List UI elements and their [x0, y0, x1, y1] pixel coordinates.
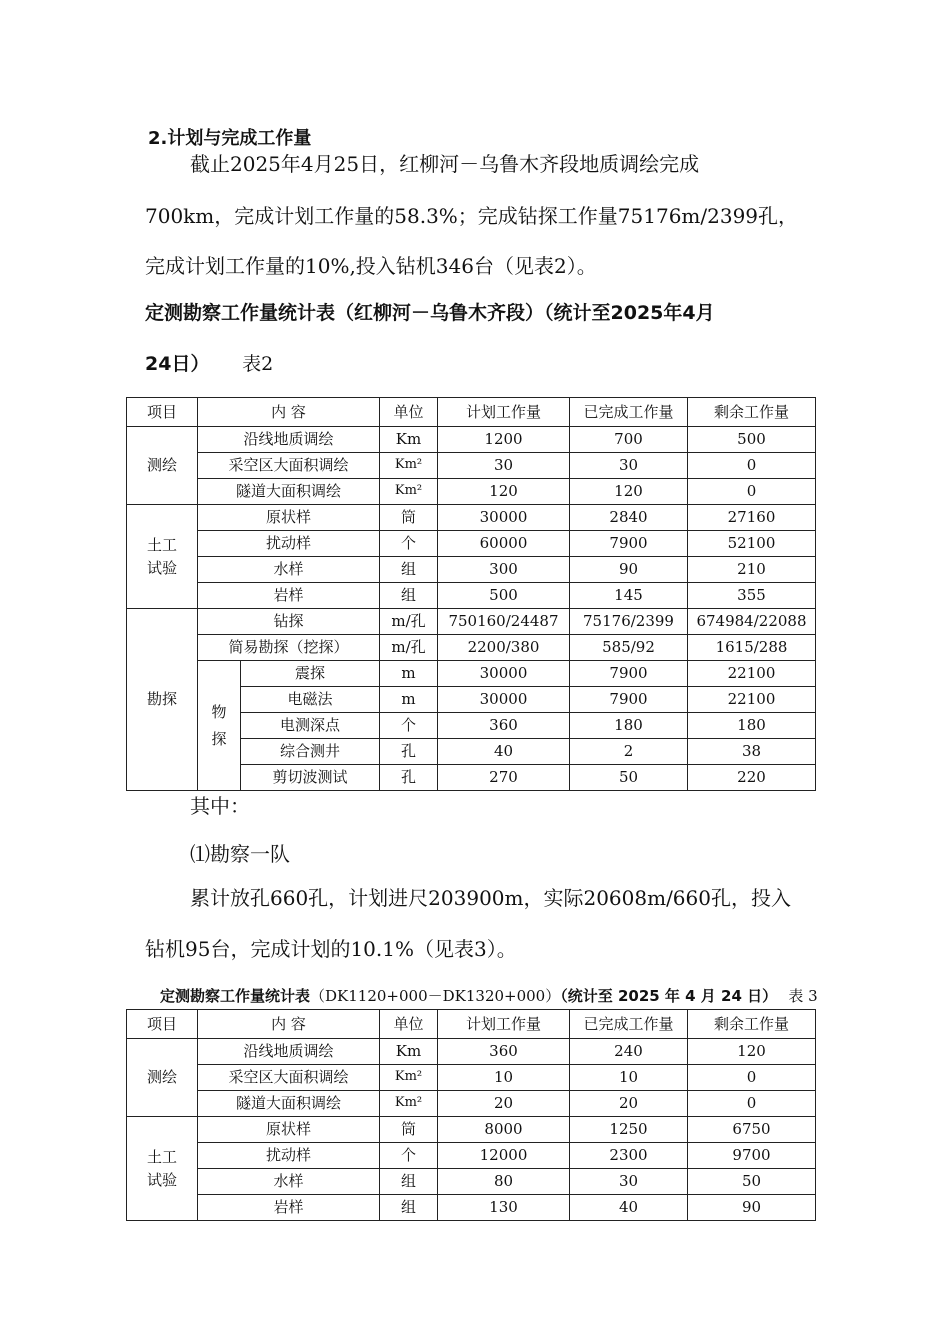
- table-cell: 8000: [438, 1117, 570, 1143]
- team-label: ⑴勘察一队: [190, 842, 290, 866]
- table-cell: 水样: [198, 1169, 380, 1195]
- table-cell: m/孔: [380, 609, 438, 635]
- table-cell: 岩样: [198, 583, 380, 609]
- table-cell: m: [380, 687, 438, 713]
- table-cell: 2200/380: [438, 635, 570, 661]
- table-cell: 震探: [241, 661, 380, 687]
- table-cell: 简易勘探（挖探）: [198, 635, 380, 661]
- header-cell: 项目: [127, 398, 198, 427]
- table-cell: 50: [688, 1169, 816, 1195]
- group-label-line: 物: [211, 703, 227, 721]
- table-cell: 120: [570, 479, 688, 505]
- table-cell: 7900: [570, 687, 688, 713]
- table-cell: 组: [380, 583, 438, 609]
- table-cell: 剪切波测试: [241, 765, 380, 791]
- table-cell: 钻探: [198, 609, 380, 635]
- table-cell: 500: [688, 427, 816, 453]
- table-cell: 80: [438, 1169, 570, 1195]
- paragraph-1-line-3: 完成计划工作量的10%,投入钻机346台（见表2）。: [145, 254, 597, 278]
- table-cell: 沿线地质调绘: [198, 427, 380, 453]
- table-cell: 筒: [380, 505, 438, 531]
- table2-caption-date: 24日）: [145, 353, 210, 375]
- group-cell-soil-test: [127, 1117, 198, 1221]
- table-header-row: [127, 398, 816, 427]
- table-cell: 原状样: [198, 505, 380, 531]
- table-cell: 22100: [688, 687, 816, 713]
- table-row: [127, 479, 816, 505]
- table-cell: 20: [438, 1091, 570, 1117]
- table-cell: 750160/24487: [438, 609, 570, 635]
- table-header-row: [127, 1010, 816, 1039]
- table-cell: 电测深点: [241, 713, 380, 739]
- table-row: [127, 531, 816, 557]
- table-row: [127, 453, 816, 479]
- table-cell: 扰动样: [198, 531, 380, 557]
- table-row: [127, 1065, 816, 1091]
- table-cell: Km²: [380, 1091, 438, 1117]
- header-cell: 已完成工作量: [570, 398, 688, 427]
- table-cell: 0: [688, 1065, 816, 1091]
- table-cell: 1250: [570, 1117, 688, 1143]
- table-cell: 60000: [438, 531, 570, 557]
- table-cell: 7900: [570, 661, 688, 687]
- table-cell: 个: [380, 531, 438, 557]
- table-cell: 个: [380, 713, 438, 739]
- table-cell: 30000: [438, 687, 570, 713]
- table-cell: 1200: [438, 427, 570, 453]
- table-cell: 沿线地质调绘: [198, 1039, 380, 1065]
- group-label-line: 探: [211, 729, 227, 748]
- table-row: [127, 557, 816, 583]
- table-cell: 22100: [688, 661, 816, 687]
- table-cell: 120: [438, 479, 570, 505]
- table-row: [127, 1169, 816, 1195]
- table-cell: 180: [688, 713, 816, 739]
- table-cell: 2: [570, 739, 688, 765]
- group-label-line: 土工: [146, 536, 177, 554]
- header-cell: 单位: [380, 1010, 438, 1039]
- table-cell: 90: [688, 1195, 816, 1221]
- table-cell: 585/92: [570, 635, 688, 661]
- table3-caption: [160, 985, 818, 1006]
- table-cell: 扰动样: [198, 1143, 380, 1169]
- table-row: [127, 505, 816, 531]
- table-cell: 30: [438, 453, 570, 479]
- table3-caption-label: 表 3: [788, 987, 818, 1005]
- table-cell: 30: [570, 453, 688, 479]
- table-cell: 10: [570, 1065, 688, 1091]
- paragraph-1-line-1: 截止2025年4月25日，红柳河－乌鲁木齐段地质调绘完成: [190, 152, 700, 176]
- header-cell: 内 容: [198, 1010, 380, 1039]
- table-cell: Km²: [380, 1065, 438, 1091]
- table-cell: 20: [570, 1091, 688, 1117]
- table-cell: 隧道大面积调绘: [198, 1091, 380, 1117]
- header-cell: 内 容: [198, 398, 380, 427]
- table2-caption-line-2: [145, 349, 273, 376]
- paragraph-2-line-2: 钻机95台，完成计划的10.1%（见表3）。: [145, 937, 517, 961]
- section-heading: 2.计划与完成工作量: [148, 128, 312, 149]
- table-cell: 10: [438, 1065, 570, 1091]
- table-cell: 145: [570, 583, 688, 609]
- table-cell: 500: [438, 583, 570, 609]
- table-row: [127, 635, 816, 661]
- paragraph-1-line-2: 700km，完成计划工作量的58.3%；完成钻探工作量75176m/2399孔，: [145, 204, 799, 228]
- table-row: [127, 583, 816, 609]
- table-row: [127, 661, 816, 687]
- table-cell: Km: [380, 1039, 438, 1065]
- table-cell: Km²: [380, 479, 438, 505]
- table-cell: 0: [688, 1091, 816, 1117]
- table-cell: 27160: [688, 505, 816, 531]
- table-cell: 组: [380, 557, 438, 583]
- group-label-line: 试验: [146, 1170, 177, 1189]
- table-row: [127, 1143, 816, 1169]
- table-cell: 综合测井: [241, 739, 380, 765]
- table2-caption-label: 表2: [242, 353, 274, 375]
- table-cell: 120: [688, 1039, 816, 1065]
- group-cell-survey: 测绘: [127, 1039, 198, 1117]
- table-cell: 2840: [570, 505, 688, 531]
- table-cell: 岩样: [198, 1195, 380, 1221]
- table-cell: 90: [570, 557, 688, 583]
- table-row: [127, 427, 816, 453]
- table-cell: 75176/2399: [570, 609, 688, 635]
- table-cell: 水样: [198, 557, 380, 583]
- table-row: [127, 1091, 816, 1117]
- table-cell: 360: [438, 1039, 570, 1065]
- table-cell: 0: [688, 453, 816, 479]
- table-cell: 30000: [438, 505, 570, 531]
- header-cell: 计划工作量: [438, 1010, 570, 1039]
- group-cell-exploration: 勘探: [127, 609, 198, 791]
- table-cell: 30: [570, 1169, 688, 1195]
- table-cell: 隧道大面积调绘: [198, 479, 380, 505]
- table-cell: 50: [570, 765, 688, 791]
- table-3: [126, 1009, 816, 1221]
- table-cell: 组: [380, 1195, 438, 1221]
- table-cell: Km²: [380, 453, 438, 479]
- table-cell: 个: [380, 1143, 438, 1169]
- group-cell-survey: 测绘: [127, 427, 198, 505]
- table-cell: m: [380, 661, 438, 687]
- table-cell: 40: [570, 1195, 688, 1221]
- table-cell: 30000: [438, 661, 570, 687]
- table-cell: 180: [570, 713, 688, 739]
- table-cell: 130: [438, 1195, 570, 1221]
- table-cell: 孔: [380, 765, 438, 791]
- table-cell: 1615/288: [688, 635, 816, 661]
- table-cell: 674984/22088: [688, 609, 816, 635]
- header-cell: 计划工作量: [438, 398, 570, 427]
- among-label: 其中：: [190, 794, 250, 818]
- table-cell: 38: [688, 739, 816, 765]
- table-cell: 220: [688, 765, 816, 791]
- table-cell: 筒: [380, 1117, 438, 1143]
- table3-caption-range: （DK1120+000－DK1320+000）: [310, 987, 561, 1005]
- table-cell: 采空区大面积调绘: [198, 453, 380, 479]
- table-cell: 6750: [688, 1117, 816, 1143]
- header-cell: 已完成工作量: [570, 1010, 688, 1039]
- table-cell: 355: [688, 583, 816, 609]
- table-cell: Km: [380, 427, 438, 453]
- group-cell-geophysical: [198, 661, 241, 791]
- table-cell: 40: [438, 739, 570, 765]
- table-cell: 210: [688, 557, 816, 583]
- table3-caption-date: （统计至 2025 年 4 月 24 日）: [560, 987, 778, 1005]
- table-cell: 270: [438, 765, 570, 791]
- table-2: [126, 397, 816, 791]
- table-cell: 300: [438, 557, 570, 583]
- table-cell: 9700: [688, 1143, 816, 1169]
- table-cell: 0: [688, 479, 816, 505]
- table-row: [127, 1195, 816, 1221]
- table3-caption-title: 定测勘察工作量统计表: [160, 987, 311, 1005]
- table-row: [127, 609, 816, 635]
- header-cell: 剩余工作量: [688, 1010, 816, 1039]
- table-row: [127, 1039, 816, 1065]
- table-cell: 原状样: [198, 1117, 380, 1143]
- table-cell: 7900: [570, 531, 688, 557]
- table-cell: 240: [570, 1039, 688, 1065]
- table2-caption-line-1: 定测勘察工作量统计表（红柳河－乌鲁木齐段）（统计至2025年4月: [145, 302, 715, 324]
- table-cell: 采空区大面积调绘: [198, 1065, 380, 1091]
- group-label-line: 试验: [146, 558, 177, 577]
- group-cell-soil-test: [127, 505, 198, 609]
- header-cell: 单位: [380, 398, 438, 427]
- header-cell: 项目: [127, 1010, 198, 1039]
- table-cell: 12000: [438, 1143, 570, 1169]
- header-cell: 剩余工作量: [688, 398, 816, 427]
- table-cell: 700: [570, 427, 688, 453]
- table-cell: 360: [438, 713, 570, 739]
- table-row: [127, 1117, 816, 1143]
- table-cell: m/孔: [380, 635, 438, 661]
- table-cell: 电磁法: [241, 687, 380, 713]
- table-cell: 孔: [380, 739, 438, 765]
- table-cell: 组: [380, 1169, 438, 1195]
- table-cell: 52100: [688, 531, 816, 557]
- paragraph-2-line-1: 累计放孔660孔，计划进尺203900m，实际20608m/660孔，投入: [190, 886, 791, 910]
- group-label-line: 土工: [146, 1148, 177, 1166]
- table-cell: 2300: [570, 1143, 688, 1169]
